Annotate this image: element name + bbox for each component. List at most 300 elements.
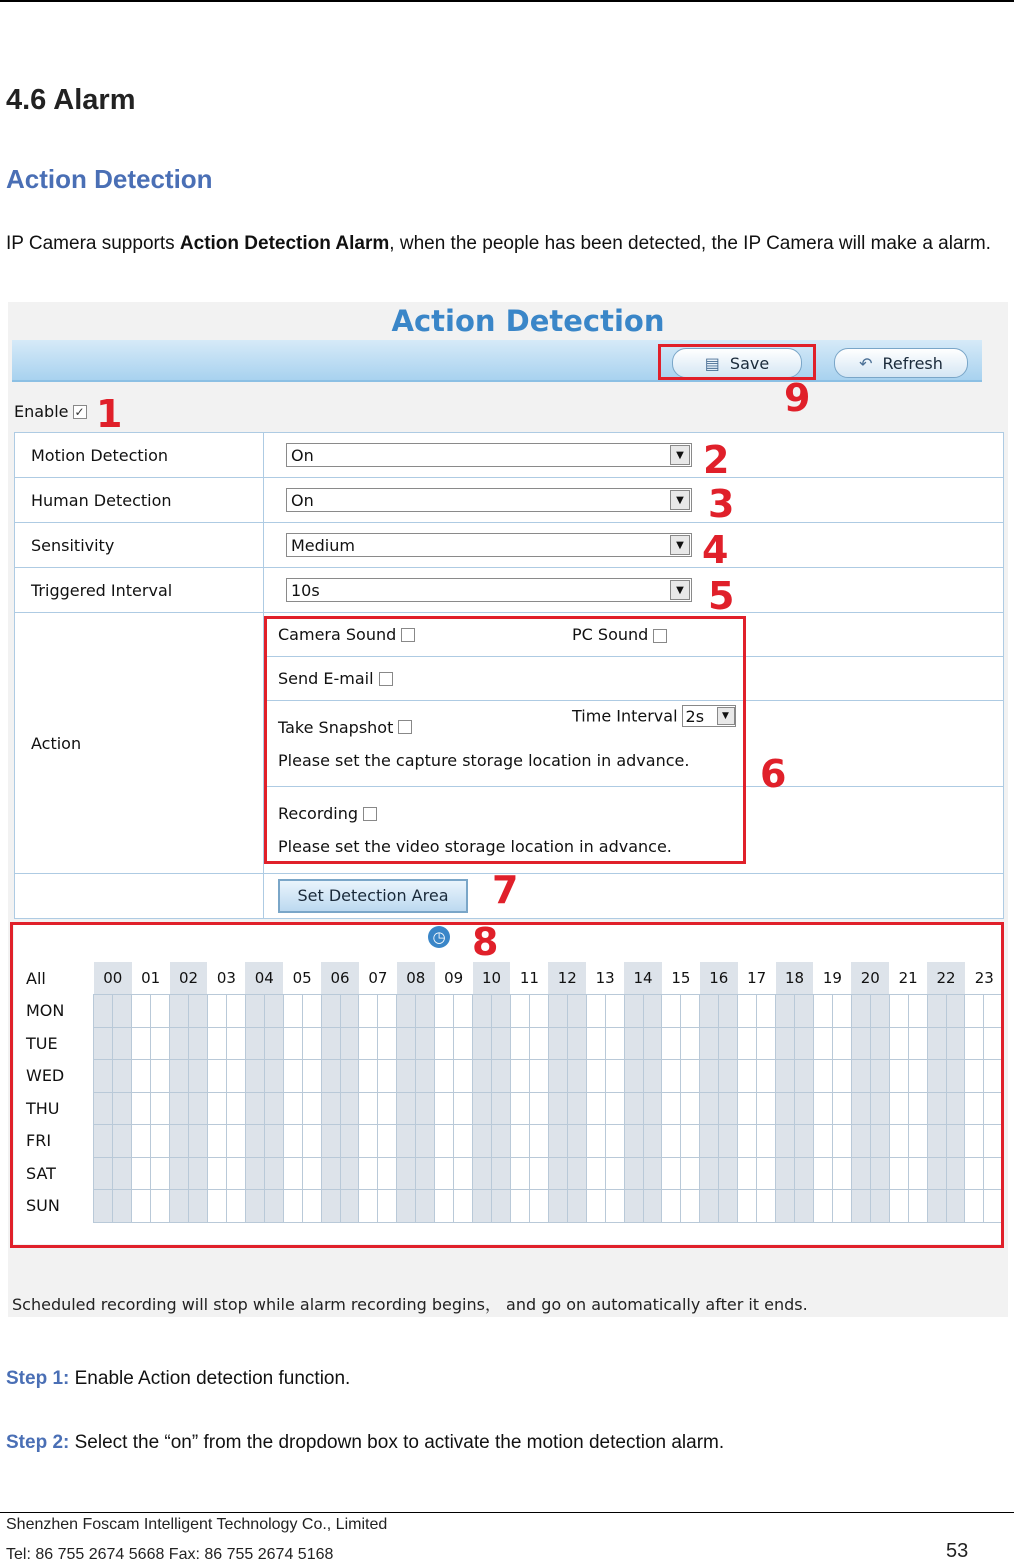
day-label[interactable]: MON	[26, 1001, 65, 1021]
take-snapshot-checkbox[interactable]	[398, 720, 412, 734]
schedule-cell[interactable]	[567, 1157, 586, 1190]
schedule-cell[interactable]	[302, 1157, 321, 1190]
schedule-cell[interactable]	[510, 1125, 529, 1158]
schedule-cell[interactable]	[226, 1157, 245, 1190]
schedule-cell[interactable]	[586, 1060, 605, 1093]
schedule-cell[interactable]	[529, 1190, 548, 1223]
schedule-cell[interactable]	[170, 1060, 189, 1093]
schedule-cell[interactable]	[813, 1027, 832, 1060]
schedule-cell[interactable]	[132, 1027, 151, 1060]
schedule-cell[interactable]	[170, 995, 189, 1028]
schedule-cell[interactable]	[776, 1190, 795, 1223]
schedule-cell[interactable]	[927, 1060, 946, 1093]
schedule-cell[interactable]	[226, 1125, 245, 1158]
schedule-cell[interactable]	[454, 1125, 473, 1158]
schedule-cell[interactable]	[946, 1190, 965, 1223]
schedule-cell[interactable]	[94, 1027, 113, 1060]
schedule-cell[interactable]	[889, 1190, 908, 1223]
schedule-cell[interactable]	[813, 1190, 832, 1223]
schedule-cell[interactable]	[245, 995, 264, 1028]
hour-header[interactable]: 04	[245, 962, 283, 995]
schedule-cell[interactable]	[643, 1060, 662, 1093]
schedule-cell[interactable]	[832, 1092, 851, 1125]
schedule-cell[interactable]	[548, 1157, 567, 1190]
hour-header[interactable]: 12	[548, 962, 586, 995]
schedule-cell[interactable]	[757, 1027, 776, 1060]
schedule-cell[interactable]	[454, 1060, 473, 1093]
schedule-cell[interactable]	[795, 1027, 814, 1060]
schedule-cell[interactable]	[435, 1092, 454, 1125]
schedule-cell[interactable]	[473, 1027, 492, 1060]
schedule-cell[interactable]	[700, 1027, 719, 1060]
schedule-cell[interactable]	[529, 1125, 548, 1158]
schedule-cell[interactable]	[416, 995, 435, 1028]
schedule-cell[interactable]	[643, 1092, 662, 1125]
send-email-checkbox[interactable]	[379, 672, 393, 686]
day-label[interactable]: SUN	[26, 1196, 60, 1216]
schedule-cell[interactable]	[170, 1157, 189, 1190]
hour-header[interactable]: 19	[822, 969, 842, 987]
schedule-cell[interactable]	[662, 1157, 681, 1190]
save-button[interactable]	[672, 348, 802, 378]
schedule-cell[interactable]	[283, 1027, 302, 1060]
schedule-cell[interactable]	[170, 1190, 189, 1223]
schedule-cell[interactable]	[965, 995, 984, 1028]
schedule-cell[interactable]	[624, 1027, 643, 1060]
schedule-cell[interactable]	[624, 995, 643, 1028]
schedule-cell[interactable]	[795, 1157, 814, 1190]
schedule-cell[interactable]	[510, 1092, 529, 1125]
schedule-cell[interactable]	[870, 995, 889, 1028]
camera-sound-checkbox[interactable]	[401, 628, 415, 642]
schedule-cell[interactable]	[832, 1157, 851, 1190]
schedule-cell[interactable]	[548, 995, 567, 1028]
schedule-cell[interactable]	[662, 1190, 681, 1223]
schedule-cell[interactable]	[340, 1125, 359, 1158]
schedule-cell[interactable]	[132, 1060, 151, 1093]
schedule-cell[interactable]	[832, 1060, 851, 1093]
schedule-cell[interactable]	[965, 1125, 984, 1158]
schedule-cell[interactable]	[965, 1092, 984, 1125]
schedule-cell[interactable]	[738, 995, 757, 1028]
schedule-cell[interactable]	[908, 995, 927, 1028]
schedule-cell[interactable]	[492, 1027, 511, 1060]
hour-header[interactable]: 23	[974, 969, 994, 987]
schedule-cell[interactable]	[738, 1125, 757, 1158]
time-interval-select[interactable]	[682, 705, 736, 727]
schedule-cell[interactable]	[283, 1060, 302, 1093]
schedule-cell[interactable]	[946, 1125, 965, 1158]
schedule-cell[interactable]	[870, 1027, 889, 1060]
schedule-cell[interactable]	[321, 1190, 340, 1223]
schedule-cell[interactable]	[226, 1092, 245, 1125]
schedule-cell[interactable]	[757, 995, 776, 1028]
schedule-cell[interactable]	[397, 1125, 416, 1158]
schedule-cell[interactable]	[567, 995, 586, 1028]
schedule-cell[interactable]	[473, 1190, 492, 1223]
schedule-cell[interactable]	[624, 1092, 643, 1125]
schedule-cell[interactable]	[946, 995, 965, 1028]
schedule-cell[interactable]	[94, 1125, 113, 1158]
schedule-cell[interactable]	[946, 1157, 965, 1190]
schedule-cell[interactable]	[946, 1060, 965, 1093]
schedule-cell[interactable]	[567, 1060, 586, 1093]
schedule-cell[interactable]	[946, 1027, 965, 1060]
hour-header[interactable]: 06	[321, 962, 359, 995]
hour-header[interactable]: 01	[141, 969, 161, 987]
schedule-cell[interactable]	[207, 995, 226, 1028]
schedule-cell[interactable]	[757, 1125, 776, 1158]
hour-header[interactable]: 10	[473, 962, 511, 995]
schedule-cell[interactable]	[435, 1060, 454, 1093]
schedule-cell[interactable]	[264, 1190, 283, 1223]
schedule-cell[interactable]	[94, 1157, 113, 1190]
motion-detection-select[interactable]	[286, 443, 692, 467]
schedule-cell[interactable]	[927, 1092, 946, 1125]
schedule-cell[interactable]	[813, 1060, 832, 1093]
schedule-cell[interactable]	[283, 1190, 302, 1223]
day-label[interactable]: THU	[26, 1098, 60, 1118]
schedule-cell[interactable]	[984, 1125, 1004, 1158]
hour-header[interactable]: 13	[595, 969, 615, 987]
schedule-cell[interactable]	[965, 1060, 984, 1093]
schedule-cell[interactable]	[492, 1157, 511, 1190]
schedule-cell[interactable]	[283, 995, 302, 1028]
schedule-cell[interactable]	[870, 1157, 889, 1190]
schedule-cell[interactable]	[264, 1092, 283, 1125]
schedule-cell[interactable]	[473, 1125, 492, 1158]
schedule-cell[interactable]	[624, 1190, 643, 1223]
schedule-cell[interactable]	[226, 1190, 245, 1223]
schedule-cell[interactable]	[189, 1092, 208, 1125]
hour-header[interactable]: 15	[671, 969, 691, 987]
schedule-cell[interactable]	[94, 1060, 113, 1093]
schedule-cell[interactable]	[851, 1027, 870, 1060]
schedule-cell[interactable]	[510, 1060, 529, 1093]
schedule-cell[interactable]	[719, 1092, 738, 1125]
schedule-cell[interactable]	[454, 1190, 473, 1223]
schedule-cell[interactable]	[662, 1125, 681, 1158]
schedule-cell[interactable]	[548, 1060, 567, 1093]
schedule-cell[interactable]	[113, 1060, 132, 1093]
schedule-cell[interactable]	[605, 1157, 624, 1190]
schedule-cell[interactable]	[984, 1157, 1004, 1190]
schedule-cell[interactable]	[529, 1092, 548, 1125]
select-all-cell[interactable]: All	[26, 968, 46, 988]
schedule-cell[interactable]	[378, 1157, 397, 1190]
schedule-cell[interactable]	[207, 1125, 226, 1158]
schedule-cell[interactable]	[492, 995, 511, 1028]
schedule-cell[interactable]	[681, 1092, 700, 1125]
schedule-cell[interactable]	[189, 1157, 208, 1190]
schedule-cell[interactable]	[416, 1027, 435, 1060]
schedule-cell[interactable]	[170, 1027, 189, 1060]
schedule-cell[interactable]	[624, 1157, 643, 1190]
schedule-cell[interactable]	[207, 1060, 226, 1093]
schedule-cell[interactable]	[435, 995, 454, 1028]
schedule-cell[interactable]	[643, 1157, 662, 1190]
schedule-cell[interactable]	[435, 1125, 454, 1158]
schedule-cell[interactable]	[851, 1092, 870, 1125]
refresh-button[interactable]	[834, 348, 968, 378]
schedule-cell[interactable]	[643, 995, 662, 1028]
hour-header[interactable]: 11	[519, 969, 539, 987]
schedule-cell[interactable]	[189, 1125, 208, 1158]
schedule-cell[interactable]	[908, 1125, 927, 1158]
schedule-cell[interactable]	[832, 1190, 851, 1223]
schedule-cell[interactable]	[927, 1027, 946, 1060]
schedule-cell[interactable]	[340, 1190, 359, 1223]
schedule-cell[interactable]	[492, 1092, 511, 1125]
schedule-cell[interactable]	[473, 1092, 492, 1125]
schedule-cell[interactable]	[681, 995, 700, 1028]
hour-header[interactable]: 09	[444, 969, 464, 987]
schedule-cell[interactable]	[359, 1190, 378, 1223]
schedule-cell[interactable]	[567, 1027, 586, 1060]
schedule-cell[interactable]	[984, 1060, 1004, 1093]
schedule-cell[interactable]	[170, 1092, 189, 1125]
schedule-cell[interactable]	[189, 1027, 208, 1060]
schedule-cell[interactable]	[245, 1060, 264, 1093]
hour-header[interactable]: 16	[700, 962, 738, 995]
schedule-cell[interactable]	[795, 1092, 814, 1125]
schedule-cell[interactable]	[340, 995, 359, 1028]
schedule-cell[interactable]	[851, 1125, 870, 1158]
schedule-cell[interactable]	[643, 1190, 662, 1223]
schedule-cell[interactable]	[529, 995, 548, 1028]
schedule-cell[interactable]	[416, 1060, 435, 1093]
schedule-cell[interactable]	[813, 1092, 832, 1125]
schedule-cell[interactable]	[719, 1060, 738, 1093]
schedule-cell[interactable]	[548, 1125, 567, 1158]
hour-header[interactable]: 03	[216, 969, 236, 987]
schedule-cell[interactable]	[245, 1027, 264, 1060]
schedule-cell[interactable]	[605, 1060, 624, 1093]
schedule-cell[interactable]	[681, 1060, 700, 1093]
schedule-cell[interactable]	[776, 1157, 795, 1190]
schedule-cell[interactable]	[94, 1190, 113, 1223]
schedule-cell[interactable]	[207, 1027, 226, 1060]
schedule-cell[interactable]	[965, 1190, 984, 1223]
schedule-cell[interactable]	[151, 1060, 170, 1093]
schedule-cell[interactable]	[397, 1027, 416, 1060]
schedule-cell[interactable]	[321, 995, 340, 1028]
schedule-cell[interactable]	[302, 995, 321, 1028]
schedule-cell[interactable]	[548, 1190, 567, 1223]
schedule-cell[interactable]	[908, 1092, 927, 1125]
schedule-cell[interactable]	[416, 1125, 435, 1158]
schedule-cell[interactable]	[719, 1190, 738, 1223]
schedule-cell[interactable]	[264, 1060, 283, 1093]
schedule-cell[interactable]	[719, 1125, 738, 1158]
schedule-cell[interactable]	[548, 1027, 567, 1060]
hour-header[interactable]: 07	[368, 969, 388, 987]
schedule-cell[interactable]	[302, 1060, 321, 1093]
schedule-cell[interactable]	[340, 1157, 359, 1190]
schedule-cell[interactable]	[738, 1027, 757, 1060]
schedule-cell[interactable]	[700, 1190, 719, 1223]
schedule-cell[interactable]	[378, 1190, 397, 1223]
schedule-cell[interactable]	[984, 995, 1004, 1028]
schedule-cell[interactable]	[832, 1027, 851, 1060]
schedule-cell[interactable]	[851, 1060, 870, 1093]
day-label[interactable]: FRI	[26, 1131, 52, 1151]
schedule-cell[interactable]	[738, 1092, 757, 1125]
schedule-cell[interactable]	[757, 1157, 776, 1190]
schedule-cell[interactable]	[113, 1092, 132, 1125]
schedule-cell[interactable]	[965, 1027, 984, 1060]
schedule-cell[interactable]	[378, 1060, 397, 1093]
schedule-cell[interactable]	[207, 1190, 226, 1223]
schedule-cell[interactable]	[321, 1157, 340, 1190]
schedule-cell[interactable]	[359, 995, 378, 1028]
schedule-cell[interactable]	[321, 1027, 340, 1060]
schedule-cell[interactable]	[832, 995, 851, 1028]
schedule-cell[interactable]	[321, 1125, 340, 1158]
hour-header[interactable]: 22	[927, 962, 965, 995]
schedule-cell[interactable]	[435, 1190, 454, 1223]
schedule-cell[interactable]	[908, 1190, 927, 1223]
schedule-cell[interactable]	[397, 1092, 416, 1125]
schedule-cell[interactable]	[113, 1027, 132, 1060]
schedule-cell[interactable]	[870, 1060, 889, 1093]
schedule-cell[interactable]	[321, 1092, 340, 1125]
schedule-cell[interactable]	[643, 1027, 662, 1060]
schedule-cell[interactable]	[927, 995, 946, 1028]
schedule-cell[interactable]	[245, 1157, 264, 1190]
schedule-cell[interactable]	[189, 1190, 208, 1223]
schedule-cell[interactable]	[226, 995, 245, 1028]
schedule-cell[interactable]	[567, 1125, 586, 1158]
schedule-cell[interactable]	[586, 1092, 605, 1125]
schedule-cell[interactable]	[889, 1027, 908, 1060]
schedule-cell[interactable]	[586, 995, 605, 1028]
schedule-cell[interactable]	[586, 1157, 605, 1190]
hour-header[interactable]: 02	[170, 962, 208, 995]
schedule-cell[interactable]	[132, 1190, 151, 1223]
schedule-cell[interactable]	[94, 1092, 113, 1125]
schedule-cell[interactable]	[700, 1092, 719, 1125]
schedule-cell[interactable]	[113, 1190, 132, 1223]
schedule-cell[interactable]	[700, 995, 719, 1028]
schedule-cell[interactable]	[151, 1190, 170, 1223]
schedule-cell[interactable]	[340, 1092, 359, 1125]
schedule-cell[interactable]	[189, 1060, 208, 1093]
schedule-cell[interactable]	[662, 1027, 681, 1060]
schedule-cell[interactable]	[226, 1027, 245, 1060]
schedule-cell[interactable]	[776, 995, 795, 1028]
schedule-cell[interactable]	[719, 1027, 738, 1060]
schedule-cell[interactable]	[473, 1157, 492, 1190]
schedule-cell[interactable]	[700, 1125, 719, 1158]
schedule-cell[interactable]	[795, 1190, 814, 1223]
schedule-cell[interactable]	[681, 1125, 700, 1158]
schedule-cell[interactable]	[776, 1092, 795, 1125]
schedule-cell[interactable]	[189, 995, 208, 1028]
enable-checkbox[interactable]: ✓	[74, 404, 85, 419]
schedule-cell[interactable]	[283, 1125, 302, 1158]
schedule-cell[interactable]	[605, 1092, 624, 1125]
schedule-cell[interactable]	[757, 1092, 776, 1125]
pc-sound-checkbox[interactable]	[653, 629, 667, 643]
schedule-cell[interactable]	[435, 1027, 454, 1060]
recording-checkbox[interactable]	[363, 807, 377, 821]
schedule-cell[interactable]	[416, 1157, 435, 1190]
schedule-cell[interactable]	[795, 995, 814, 1028]
day-label[interactable]: WED	[26, 1066, 65, 1086]
schedule-cell[interactable]	[700, 1157, 719, 1190]
schedule-cell[interactable]	[776, 1060, 795, 1093]
schedule-cell[interactable]	[984, 1190, 1004, 1223]
schedule-cell[interactable]	[832, 1125, 851, 1158]
schedule-cell[interactable]	[245, 1190, 264, 1223]
hour-header[interactable]: 18	[776, 962, 814, 995]
schedule-cell[interactable]	[170, 1125, 189, 1158]
schedule-cell[interactable]	[492, 1190, 511, 1223]
schedule-cell[interactable]	[226, 1060, 245, 1093]
hour-header[interactable]: 05	[292, 969, 312, 987]
schedule-cell[interactable]	[567, 1190, 586, 1223]
schedule-cell[interactable]	[529, 1060, 548, 1093]
schedule-cell[interactable]	[378, 995, 397, 1028]
schedule-cell[interactable]	[586, 1190, 605, 1223]
schedule-cell[interactable]	[492, 1125, 511, 1158]
schedule-cell[interactable]	[207, 1157, 226, 1190]
schedule-cell[interactable]	[245, 1092, 264, 1125]
schedule-cell[interactable]	[605, 1027, 624, 1060]
schedule-cell[interactable]	[624, 1060, 643, 1093]
schedule-cell[interactable]	[454, 1092, 473, 1125]
schedule-cell[interactable]	[132, 1092, 151, 1125]
schedule-cell[interactable]	[586, 1125, 605, 1158]
schedule-cell[interactable]	[132, 1157, 151, 1190]
schedule-cell[interactable]	[889, 1092, 908, 1125]
schedule-cell[interactable]	[510, 995, 529, 1028]
schedule-cell[interactable]	[359, 1157, 378, 1190]
schedule-cell[interactable]	[529, 1027, 548, 1060]
schedule-cell[interactable]	[151, 1157, 170, 1190]
schedule-cell[interactable]	[264, 1027, 283, 1060]
schedule-cell[interactable]	[473, 995, 492, 1028]
schedule-cell[interactable]	[151, 995, 170, 1028]
schedule-cell[interactable]	[889, 1125, 908, 1158]
schedule-cell[interactable]	[605, 995, 624, 1028]
schedule-cell[interactable]	[813, 1125, 832, 1158]
schedule-cell[interactable]	[984, 1027, 1004, 1060]
schedule-cell[interactable]	[908, 1060, 927, 1093]
schedule-cell[interactable]	[378, 1125, 397, 1158]
schedule-cell[interactable]	[397, 1060, 416, 1093]
schedule-cell[interactable]	[851, 1190, 870, 1223]
schedule-cell[interactable]	[397, 1190, 416, 1223]
schedule-cell[interactable]	[624, 1125, 643, 1158]
schedule-cell[interactable]	[113, 1157, 132, 1190]
schedule-cell[interactable]	[510, 1190, 529, 1223]
schedule-cell[interactable]	[662, 1092, 681, 1125]
schedule-cell[interactable]	[283, 1092, 302, 1125]
schedule-cell[interactable]	[586, 1027, 605, 1060]
schedule-cell[interactable]	[927, 1190, 946, 1223]
schedule-cell[interactable]	[378, 1027, 397, 1060]
schedule-cell[interactable]	[965, 1157, 984, 1190]
schedule-cell[interactable]	[851, 995, 870, 1028]
human-detection-select[interactable]	[286, 488, 692, 512]
schedule-cell[interactable]	[132, 995, 151, 1028]
schedule-cell[interactable]	[510, 1157, 529, 1190]
schedule-cell[interactable]	[984, 1092, 1004, 1125]
hour-header[interactable]: 08	[397, 962, 435, 995]
schedule-cell[interactable]	[548, 1092, 567, 1125]
